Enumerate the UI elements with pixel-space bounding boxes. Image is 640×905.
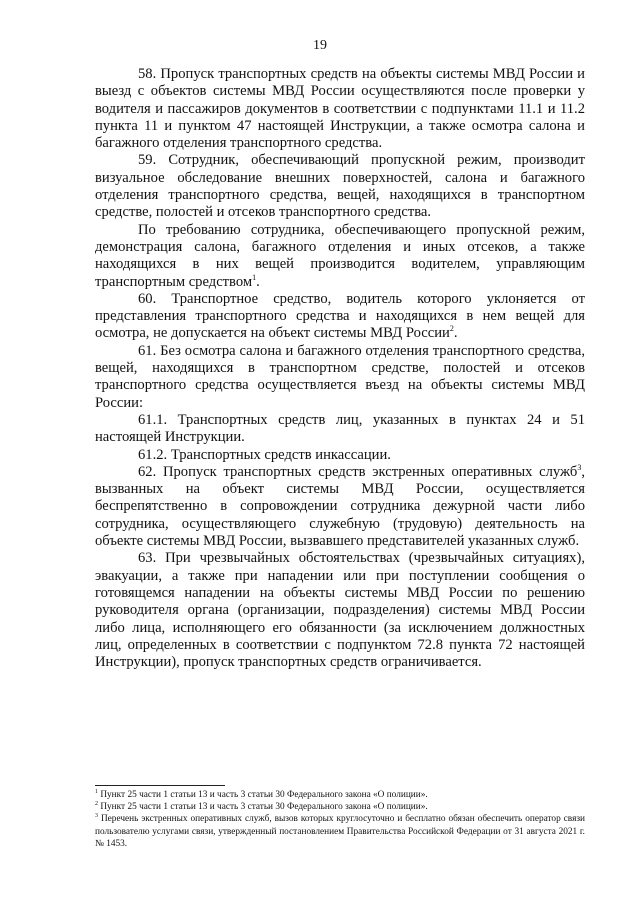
paragraph-61-1: 61.1. Транспортных средств лиц, указанных в пунктах 24 и 51 настоящей Инструкции. [95, 411, 585, 446]
page-number: 19 [313, 38, 327, 53]
footnote-2: $^2$ Пункт 25 части 1 статьи 13 и часть 3 статьи 30 Федерального закона «О полиции». [95, 801, 428, 813]
document-body [95, 66, 585, 671]
footnote-3: $^3$ Перечень экстренных оперативных служб, вызов которых круглосуточно и бесплатно обязан обеспечить оператор связи пользователю услугами связи, утвержденный постановлением Правительства Российской Федерации от 31 августа 2021 г. № 1453. [95, 813, 585, 849]
paragraph-63: 63. При чрезвычайных обстоятельствах (чрезвычайных ситуациях), эвакуации, а также при нападении или при поступлении сообщения о готовящемся нападении на объекты системы МВД России по решению руководителя органа (организации, подразделения) системы МВД России либо лица, исполняющего его обязанности (за исключением должностных лиц, определенных в соответствии с подпунктом 72.8 пункта 72 настоящей Инструкции), пропуск транспортных средств ограничивается. [95, 550, 585, 671]
paragraph-62: 62. Пропуск транспортных средств экстренных оперативных служб$^3$, вызванных на объект системы МВД России, осуществляется беспрепятственно в сопровождении сотрудника дежурной части либо сотрудника, осуществляющего служебную (трудовую) деятельность на объекте системы МВД России, вызвавшего представителей указанных служб. [95, 462, 585, 550]
paragraph-59-demonstration: По требованию сотрудника, обеспечивающего пропускной режим, демонстрация салона, багажного отделения и иных отсеков, а также находящихся в них вещей производится водителем, управляющим транспортным средством$^1$. [95, 221, 585, 290]
footnote-1: $^1$ Пункт 25 части 1 статьи 13 и часть 3 статьи 30 Федерального закона «О полиции». [95, 788, 428, 800]
footnotes [95, 789, 585, 850]
paragraph-58: 58. Пропуск транспортных средств на объекты системы МВД России и выезд с объектов системы МВД России осуществляются после проверки у водителя и пассажиров документов в соответствии с подпунктами 11.1 и 11.2 пункта 11 и пунктом 47 настоящей Инструкции, а также осмотра салона и багажного отделения транспортного средства. [95, 66, 585, 152]
paragraph-61-2: 61.2. Транспортных средств инкассации. [138, 446, 391, 463]
paragraph-60: 60. Транспортное средство, водитель которого уклоняется от представления транспортного средства и находящихся в нем вещей для осмотра, не допускается на объект системы МВД России$^2$. [95, 290, 585, 342]
paragraph-61: 61. Без осмотра салона и багажного отделения транспортного средства, вещей, находящихся в транспортном средстве, полостей и отсеков транспортного средства осуществляется въезд на объекты системы МВД России: [95, 342, 585, 411]
footnote-divider [95, 785, 225, 786]
footnote-ref-1: 1 [252, 272, 257, 282]
footnote-ref-3: 3 [577, 462, 582, 472]
paragraph-59: 59. Сотрудник, обеспечивающий пропускной режим, производит визуальное обследование внешних поверхностей, салона и багажного отделения транспортного средства, вещей, находящихся в транспортном средстве, полостей и отсеков транспортного средства. [95, 152, 585, 221]
footnote-ref-2: 2 [449, 324, 454, 334]
